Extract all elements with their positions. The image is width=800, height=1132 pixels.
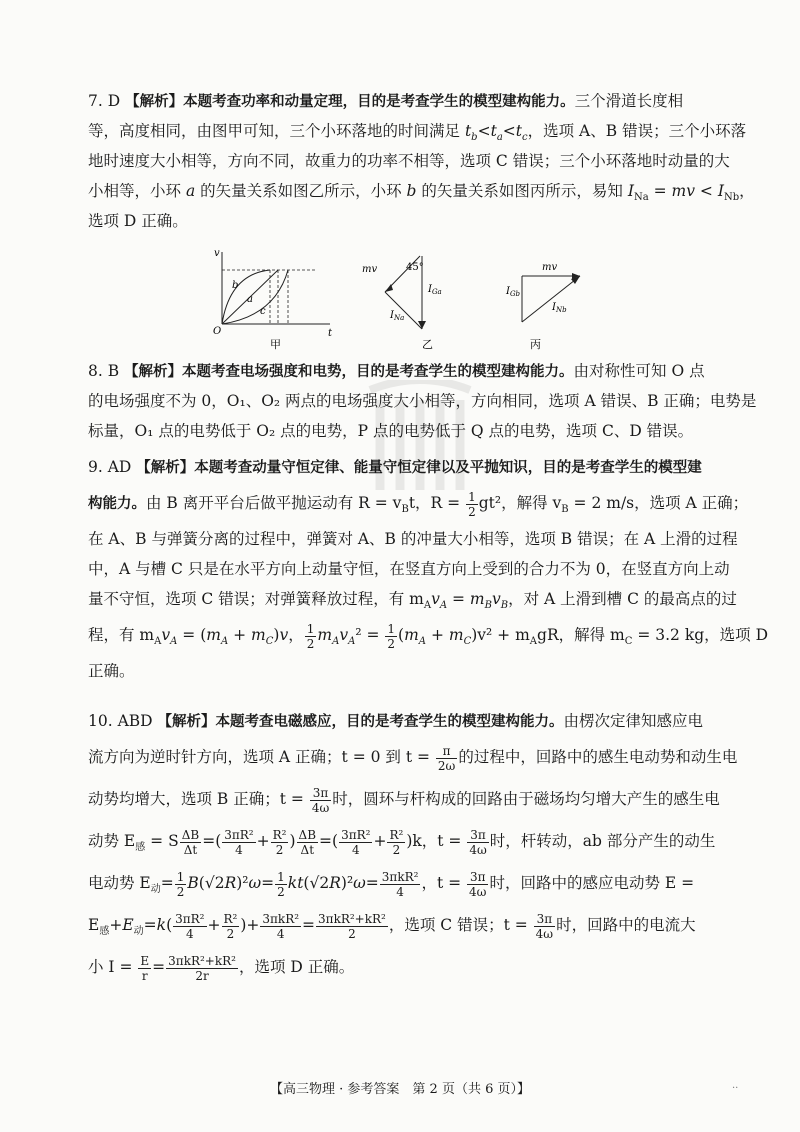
svg-text:b: b — [232, 280, 239, 291]
svg-text:乙: 乙 — [422, 338, 433, 351]
q8-analysis-tag: 【解析】本题考查电场强度和电势，目的是考查学生的模型建构能力。 — [124, 364, 574, 380]
svg-text:mv: mv — [362, 264, 378, 275]
question-9: 9. AD 【解析】本题考查动量守恒定律、能量守恒定律以及平抛知识，目的是考查学生的模型建 构能力。由 B 离开平台后做平抛运动有 $R = v_Bt$，R = $\frac{1}{2}$ gt²，解得 $v_B = 2$ m/s，选项 A 正确； 在 A、B 与弹簧分离的过程中，弹簧对 A、B 的冲量大小相等，选项 B 错误；在 A 上滑的过程 中，A 与槽 C 只是在水平方向上动量守恒，在竖直方向上受到的合力不为 0，在竖直方向上动 量不守恒，选项 C 错误；对弹簧释放过程，有 $m_Av_A = m_Bv_B$，对 A 上滑到槽 C 的最高点的过 程，有 $m_Av_A = (m_A + m_C)v$， $\frac{1}{2}$ $m_Av_A^2$ = $\frac{1}{2}$ $(m_A + m_C)v^2 + m_AgR$，解得 $m_C = 3.2$ kg，选项 D 正确。 — [88, 458, 768, 680]
svg-text:INa: $I_{Na}$ — [390, 310, 405, 322]
question-10: 10. ABD 【解析】本题考查电磁感应，目的是考查学生的模型建构能力。由楞次定律知感应电 流方向为逆时针方向，选项 A 正确；t = 0 到 t = $\frac{\pi}{2\omega}$ 的过程中，回路中的感生电动势和动生电 动势均增大，选项 B 正确；t = $\frac{3\pi}{4\omega}$ 时，圆环与杆构成的回路由于磁场均匀增大产生的感生电 动势 $E_感 = S$ $\frac{\Delta B}{\Delta t}$ =( $\frac{\text{3πR²}}{4}$ + $\frac{\text{R²}}{2}$ ) $\frac{\Delta B}{\Delta t}$ =( $\frac{\text{3πR²}}{4}$ + $\frac{\text{R²}}{2}$ )k，t = $\frac{3\pi}{4\omega}$ 时，杆转动，ab 部分产生的动生 电动势 $E_动=$ $\frac{1}{2}$ B(√2R)²ω= $\frac{1}{2}$ kt(√2R)²ω= $\frac{\text{3πkR²}}{4}$ ，t = $\frac{3\pi}{4\omega}$ 时，回路中的感应电动势 E = $E_感+E_动=k$( $\frac{\text{3πR²}}{4}$ + $\frac{\text{R²}}{2}$ )+ $\frac{\text{3πkR²}}{4}$ = $\frac{\text{3πkR²+kR²}}{2}$ ，选项 C 错误；t = $\frac{3\pi}{4\omega}$ 时，回路中的电流大 小 I = $\frac{E}{r}$ = $\frac{\text{3πkR²+kR²}}{2r}$ ，选项 D 正确。 — [88, 712, 738, 983]
q10-number: 10. ABD — [88, 712, 153, 730]
svg-text:t: t — [328, 328, 333, 339]
svg-text:a: a — [247, 294, 253, 305]
svg-text:mv: mv — [542, 262, 558, 273]
q10-analysis-tag: 【解析】本题考查电磁感应，目的是考查学生的模型建构能力。 — [157, 714, 564, 730]
question-8: 8. B 【解析】本题考查电场强度和电势，目的是考查学生的模型建构能力。由对称性可知 O 点 的电场强度不为 0，O₁、O₂ 两点的电场强度大小相等，方向相同，选项 A 错误、B 正确；电势是 标量，O₁ 点的电势低于 O₂ 点的电势，P 点的电势低于 Q 点的电势，选项 C、D 错误。 — [88, 362, 757, 440]
svg-text:丙: 丙 — [530, 338, 541, 351]
figure-jia-vt-graph — [213, 248, 333, 351]
figure-bing-vector — [505, 262, 580, 351]
q9-number: 9. AD — [88, 458, 132, 476]
q8-number: 8. B — [88, 362, 120, 380]
page-footer: 【高三物理 · 参考答案 第 2 页（共 6 页）】 — [270, 1082, 530, 1097]
q7-number: 7. D — [88, 92, 121, 110]
figures-jia-yi-bing — [200, 244, 620, 354]
figure-yi-vector — [362, 256, 442, 351]
svg-text:v: v — [214, 248, 220, 259]
svg-text:O: O — [213, 326, 222, 337]
svg-text:INb: $I_{Nb}$ — [552, 302, 567, 314]
q7-analysis-tag: 【解析】本题考查功率和动量定理，目的是考查学生的模型建构能力。 — [125, 94, 575, 110]
svg-text:45°: 45° — [406, 262, 424, 273]
footer-dots: .. — [732, 1080, 739, 1091]
question-7: 7. D 【解析】本题考查功率和动量定理，目的是考查学生的模型建构能力。三个滑道长度相 等，高度相同，由图甲可知，三个小环落地的时间满足 $t_b<t_a<t_c$，选项 A、B 错误；三个小环落 地时速度大小相等，方向不同，故重力的功率不相等，选项 C 错误；三个小环落地时动量的大 小相等，小环 a 的矢量关系如图乙所示，小环 b 的矢量关系如图丙所示，易知 $I_{Na}$ = mv < $I_{Nb}$， 选项 D 正确。 — [88, 92, 755, 230]
q9-analysis-tag: 【解析】本题考查动量守恒定律、能量守恒定律以及平抛知识，目的是考查学生的模型建 — [136, 460, 702, 476]
svg-text:IGa: $I_{Ga}$ — [428, 284, 442, 296]
svg-text:c: c — [260, 306, 266, 317]
svg-text:IGb: $I_{Gb}$ — [506, 286, 521, 298]
svg-text:甲: 甲 — [270, 338, 281, 351]
